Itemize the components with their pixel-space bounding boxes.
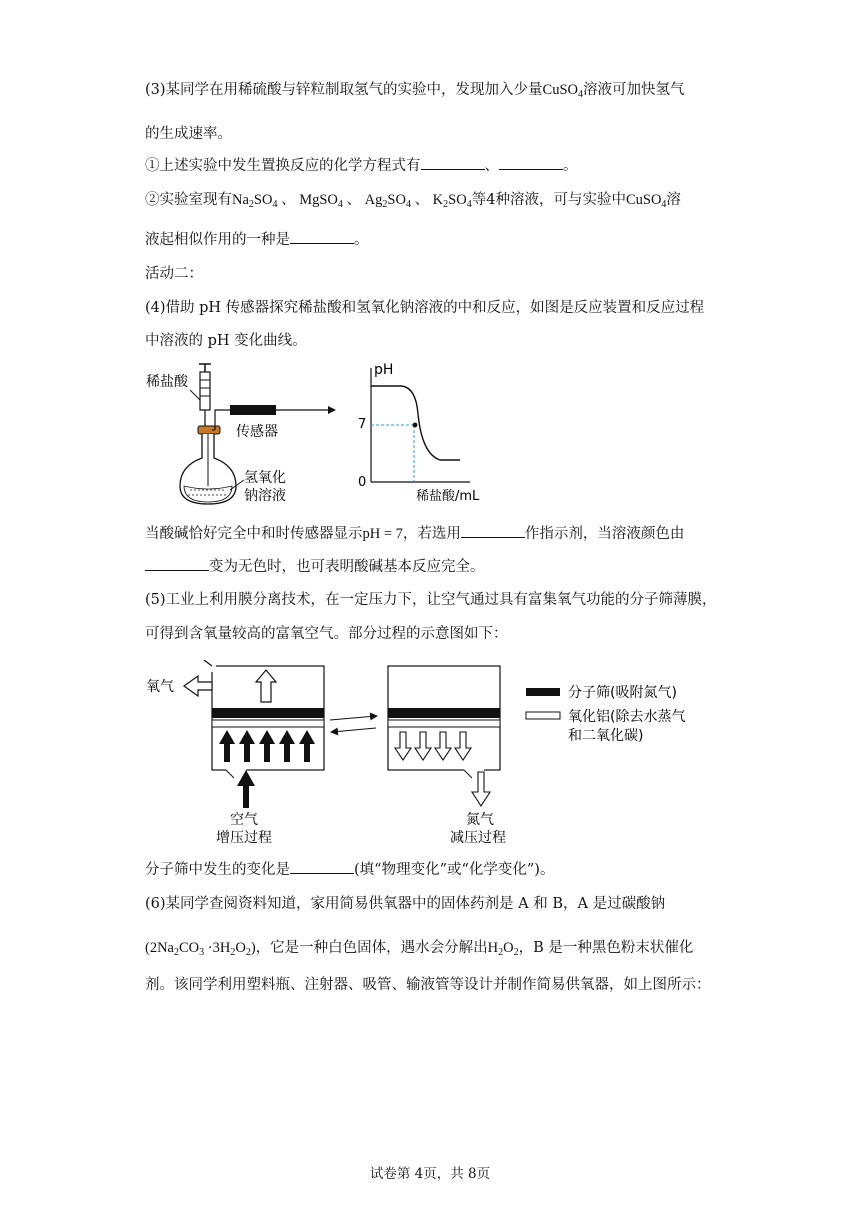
graph-tick-0: 0 [358,475,367,490]
label-base-2: 钠溶液 [244,488,286,504]
label-acid: 稀盐酸 [146,374,188,390]
syringe-icon [199,364,211,426]
graph-xlabel: 稀盐酸/mL [416,489,480,504]
q4-after-line1: 当酸碱恰好完全中和时传感器显示pH = 7，若选用 作指示剂，当溶液颜色由 [145,526,685,542]
graph-ylabel: pH [374,362,394,378]
label-nitrogen: 氮气 [466,812,494,828]
q3-subq2: ②实验室现有$Na_2SO_4$ 、 MgSO$_4$ 、 $Ag_2SO_4$ 、 $K_2SO_4$等4种溶液，可与实验中CuSO$_4$溶 [145,192,681,210]
activity-2-heading: 活动二： [145,266,203,282]
legend-sieve: 分子筛(吸附氮气) [568,685,677,701]
sensor-probe [230,405,276,415]
q3-line1: (3)某同学在用稀硫酸与锌粒制取氢气的实验中，发现加入少量CuSO$_4$溶液可加快氢气 [145,82,685,100]
label-sensor: 传感器 [236,424,278,440]
q4-line2: 中溶液的 pH 变化曲线。 [145,333,307,349]
q6-line1: (6)某同学查阅资料知道，家用简易供氧器中的固体药剂是 A 和 B，A 是过碳酸钠 [145,896,666,912]
label-depressurize: 减压过程 [450,830,506,846]
page-footer: 试卷第 4页，共 8页 [369,1166,491,1182]
legend-alumina-1: 氧化铝(除去水蒸气 [568,709,686,725]
legend-alumina-swatch [526,712,560,719]
membrane-separation-figure [140,660,700,852]
q3-subq1: ①上述实验中发生置换反应的化学方程式有 、 。 [145,158,578,174]
label-pressurize: 增压过程 [216,830,272,846]
neutral-point [413,423,418,428]
q4-after-line2: 变为无色时，也可表明酸碱基本反应完全。 [145,557,485,577]
answer-blank[interactable] [461,524,525,538]
answer-blank[interactable] [421,156,485,170]
answer-blank[interactable] [290,860,354,874]
q5-line1: (5)工业上利用膜分离技术，在一定压力下，让空气通过具有富集氧气功能的分子筛薄膜， [145,592,717,608]
q6-line3: 剂。该同学利用塑料瓶、注射器、吸管、输液管等设计并制作简易供氧器，如上图所示： [145,977,711,993]
q6-line2: $(2Na_2CO_3 \cdot 3H_2O_2)$，它是一种白色固体，遇水会分解出$H_2O_2$，B 是一种黑色粉末状催化 [145,940,694,958]
legend-sieve-swatch [526,688,560,696]
answer-blank[interactable] [290,230,354,244]
label-air: 空气 [230,812,258,828]
answer-blank[interactable] [499,156,563,170]
q3-subq2-line2: 液起相似作用的一种是 。 [145,232,369,248]
q5-line2: 可得到含氧量较高的富氧空气。部分过程的示意图如下： [145,626,508,642]
q5-after: 分子筛中发生的变化是 (填“物理变化”或“化学变化”)。 [145,862,555,878]
graph-tick-7: 7 [358,417,367,432]
flask-icon [180,434,236,504]
q4-line1: (4)借助 pH 传感器探究稀盐酸和氢氧化钠溶液的中和反应，如图是反应装置和反应过程 [145,300,705,316]
q3-line2: 的生成速率。 [145,126,232,142]
legend-alumina-2: 和二氧化碳) [568,728,644,744]
neutralization-figure [140,358,500,508]
label-base-1: 氢氧化 [244,470,286,486]
answer-blank[interactable] [145,557,209,571]
label-oxygen: 氧气 [146,679,174,695]
